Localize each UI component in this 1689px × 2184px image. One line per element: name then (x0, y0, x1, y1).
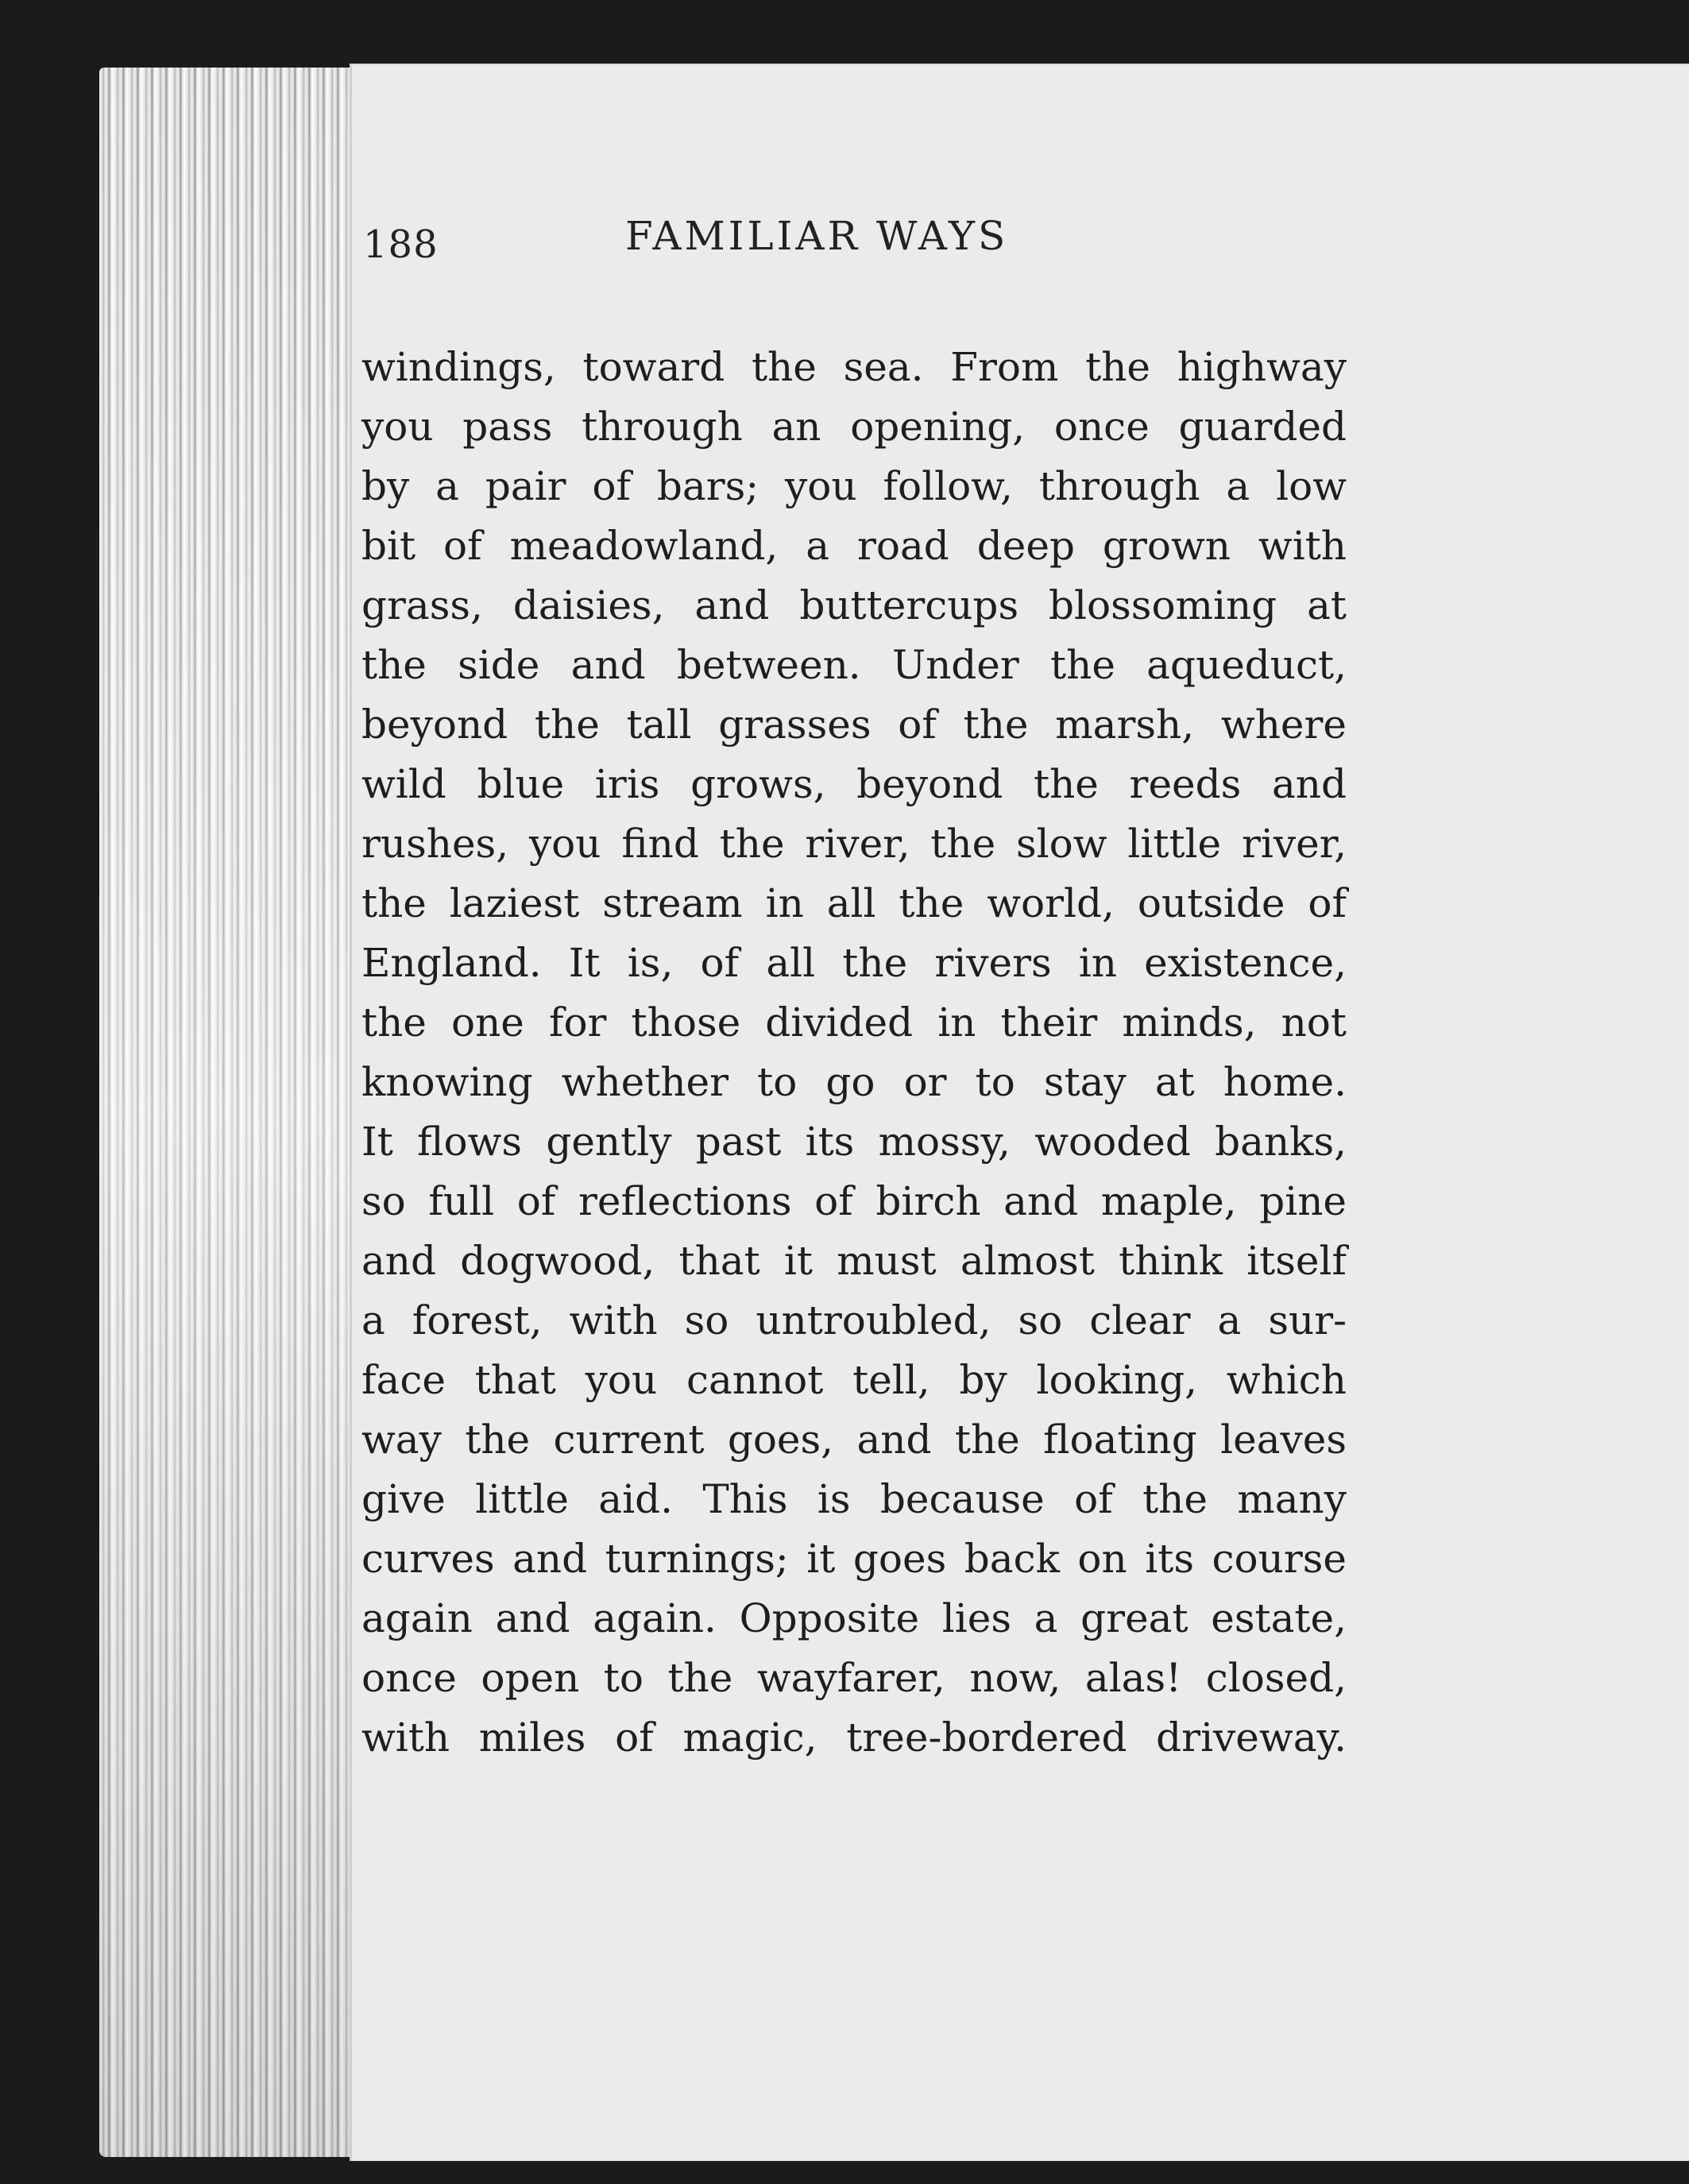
text-line: grass, daisies, and buttercups blossoming at (361, 582, 1347, 628)
text-line: England. It is, of all the rivers in existence, (361, 940, 1347, 986)
text-line: by a pair of bars; you follow, through a low (361, 463, 1347, 509)
text-line: again and again. Opposite lies a great estate, (361, 1595, 1347, 1641)
page-number: 188 (363, 222, 439, 267)
text-line: face that you cannot tell, by looking, which (361, 1357, 1347, 1403)
text-line: the laziest stream in all the world, outside of (361, 880, 1347, 926)
text-line: a forest, with so untroubled, so clear a sur- (361, 1297, 1347, 1343)
text-line: the one for those divided in their minds, not (361, 999, 1347, 1046)
text-line: windings, toward the sea. From the highway (361, 344, 1347, 390)
text-line: you pass through an opening, once guarded (361, 404, 1347, 450)
text-line: with miles of magic, tree-bordered driveway. (361, 1714, 1347, 1761)
text-line: It flows gently past its mossy, wooded banks, (361, 1119, 1347, 1165)
text-line: curves and turnings; it goes back on its course (361, 1536, 1347, 1582)
page-edges (99, 68, 361, 2157)
text-line: so full of reflections of birch and maple, pine (361, 1178, 1347, 1224)
text-line: and dogwood, that it must almost think itself (361, 1238, 1347, 1284)
text-line: once open to the wayfarer, now, alas! closed, (361, 1655, 1347, 1701)
text-line: way the current goes, and the floating leaves (361, 1417, 1347, 1463)
page-header (363, 199, 1380, 270)
body-text (361, 338, 1347, 1768)
text-line: beyond the tall grasses of the marsh, where (361, 702, 1347, 748)
text-line: bit of meadowland, a road deep grown with (361, 523, 1347, 569)
running-head: FAMILIAR WAYS (625, 213, 1009, 259)
text-line: give little aid. This is because of the many (361, 1476, 1347, 1522)
text-line: knowing whether to go or to stay at home. (361, 1059, 1347, 1105)
text-line: rushes, you find the river, the slow little river, (361, 821, 1347, 867)
text-line: wild blue iris grows, beyond the reeds and (361, 761, 1347, 807)
text-line: the side and between. Under the aqueduct, (361, 642, 1347, 688)
